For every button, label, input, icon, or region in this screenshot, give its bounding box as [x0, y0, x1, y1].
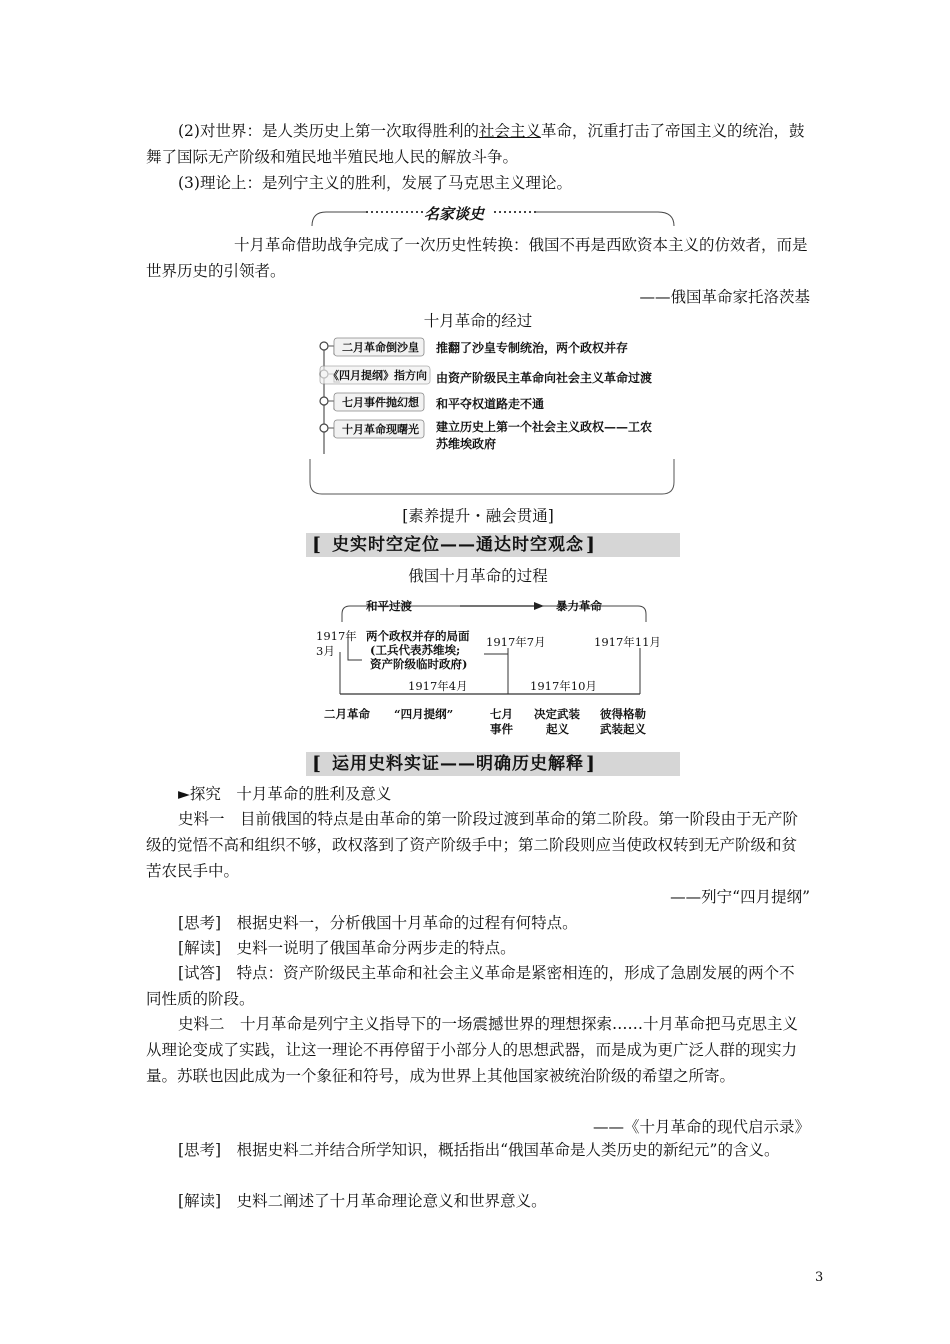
course-diagram-labels: [306, 334, 680, 496]
dual-power-line: (工兵代表苏维埃;: [370, 643, 461, 657]
answer-one: [试答] 特点：资产阶级民主革命和社会主义革命是紧密相连的，形成了急剧发展的两个不同性质的阶段。: [146, 964, 795, 1008]
date-march-year: 1917年: [316, 629, 357, 643]
underlined-term: 社会主义: [478, 122, 541, 140]
think-one: [思考] 根据史料一，分析俄国十月革命的过程有何特点。: [178, 914, 578, 932]
famous-box-title: 名家谈史: [424, 205, 485, 223]
timeline-title: 俄国十月革命的过程: [408, 567, 548, 585]
event-february: 二月革命: [324, 707, 370, 721]
famous-quote-source: ——俄国革命家托洛茨基: [639, 288, 810, 306]
famous-quote: 十月革命借助战争完成了一次历史性转换：俄国不再是西欧资本主义的仿效者，而是世界历史的引领者。: [146, 236, 808, 280]
dual-power-line: 两个政权并存的局面: [366, 629, 470, 643]
inquiry-heading: ►探究 十月革命的胜利及意义: [178, 785, 392, 803]
phase-violent: 暴力革命: [556, 599, 602, 613]
stage-desc: 和平夺权道路走不通: [436, 397, 545, 411]
famous-box-header: [306, 204, 680, 228]
section-label: [素养提升・融会贯通]: [402, 507, 554, 525]
banner-title: 运用史料实证——明确历史解释: [332, 754, 584, 774]
timeline-labels: [310, 592, 670, 742]
date-july: 1917年7月: [486, 635, 546, 649]
theory-significance: (3)理论上：是列宁主义的胜利，发展了马克思主义理论。: [178, 174, 572, 192]
date-april: 1917年4月: [408, 679, 468, 693]
material-two-source: ——《十月革命的现代启示录》: [592, 1118, 810, 1136]
stage-label: 十月革命现曙光: [342, 423, 419, 436]
stage-desc: 由资产阶级民主革命向社会主义革命过渡: [436, 371, 653, 385]
event-july: 七月: [490, 707, 513, 721]
material-one: 史料一 目前俄国的特点是由革命的第一阶段过渡到革命的第二阶段。第一阶段由于无产阶级的觉悟不高和组织不够，政权落到了资产阶级手中；第二阶段则应当使政权转到无产阶级和贫苦农民手中。: [146, 810, 799, 880]
stage-label: 七月事件抛幻想: [342, 396, 419, 409]
dual-power-line: 资产阶级临时政府): [370, 657, 468, 671]
event-petrograd: 彼得格勒: [600, 707, 646, 721]
banner-spacetime: [ 史实时空定位——通达时空观念 ]: [306, 533, 680, 557]
event-decide: 决定武装: [534, 707, 580, 721]
read-one: [解读] 史料一说明了俄国革命分两步走的特点。: [178, 939, 516, 957]
event-july: 事件: [490, 722, 513, 736]
stage-desc: 推翻了沙皇专制统治，两个政权并存: [436, 341, 629, 355]
material-two: 史料二 十月革命是列宁主义指导下的一场震撼世界的理想探索……十月革命把马克思主义从理论变成了实践，让这一理论不再停留于小部分人的思想武器，而是成为更广泛人群的现实力量。苏联也因此成为一个象征和符号，成为世界上其他国家被统治阶级的希望之所寄。: [146, 1015, 799, 1085]
world-significance: (2)对世界：是人类历史上第一次取得胜利的社会主义革命，沉重打击了帝国主义的统治，鼓舞了国际无产阶级和殖民地半殖民地人民的解放斗争。: [146, 122, 805, 166]
date-october: 1917年10月: [530, 679, 597, 693]
event-april: “四月提纲”: [394, 707, 454, 721]
phase-peace: 和平过渡: [366, 599, 412, 613]
stage-desc-continued: 苏维埃政府: [436, 437, 497, 451]
material-one-source: ——列宁“四月提纲”: [670, 888, 810, 906]
think-two: [思考] 根据史料二并结合所学知识，概括指出“俄国革命是人类历史的新纪元”的含义。: [178, 1141, 780, 1159]
banner-evidence: [ 运用史料实证——明确历史解释 ]: [306, 752, 680, 776]
course-diagram-title: 十月革命的经过: [423, 312, 533, 330]
date-november: 1917年11月: [594, 635, 661, 649]
stage-desc: 建立历史上第一个社会主义政权——工农: [436, 420, 653, 434]
stage-label: 二月革命倒沙皇: [342, 341, 419, 354]
page-number: 3: [815, 1270, 824, 1285]
event-decide: 起义: [546, 722, 569, 736]
stage-label: 《四月提纲》指方向: [328, 369, 427, 382]
date-march-month: 3月: [316, 644, 335, 658]
banner-title: 史实时空定位——通达时空观念: [332, 535, 584, 555]
read-two: [解读] 史料二阐述了十月革命理论意义和世界意义。: [178, 1192, 547, 1210]
event-petrograd: 武装起义: [600, 722, 646, 736]
